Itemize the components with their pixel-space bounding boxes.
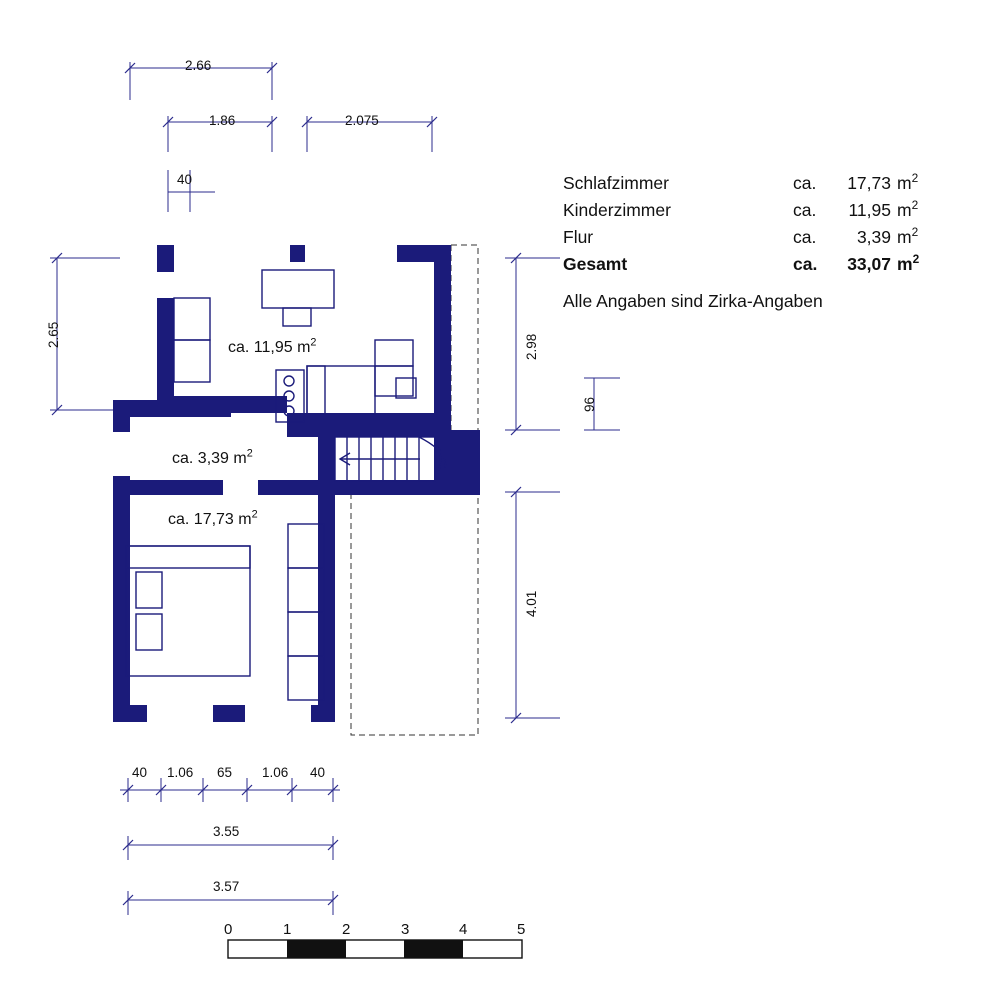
legend-note: Alle Angaben sind Zirka-Angaben xyxy=(563,291,823,311)
scale-tick-4: 4 xyxy=(459,921,468,938)
legend-value: 17,73 xyxy=(847,173,891,193)
legend-unit: $m^2$ xyxy=(897,171,919,193)
dim-right-96: 96 xyxy=(582,396,597,412)
legend-value: 11,95 xyxy=(848,200,891,220)
legend-room-name: Schlafzimmer xyxy=(563,173,669,193)
room-label-schlafzimmer: ca. 17,73 $m^2$ xyxy=(168,508,258,528)
room-label-flur: ca. 3,39 $m^2$ xyxy=(172,447,253,467)
dim-top-266: 2.66 xyxy=(185,58,212,73)
dim-bottom-65: 65 xyxy=(217,765,233,780)
legend-unit: $m^2$ xyxy=(897,252,920,274)
legend-row xyxy=(563,224,983,251)
legend-room-name: Kinderzimmer xyxy=(563,200,671,220)
dim-bottom-355: 3.55 xyxy=(213,824,240,839)
legend-ca: ca. xyxy=(793,200,817,220)
dim-bottom-106-right: 1.06 xyxy=(262,765,289,780)
dim-top-40: 40 xyxy=(177,172,193,187)
dim-right-298: 2.98 xyxy=(524,333,539,360)
legend-value: 3,39 xyxy=(856,227,891,247)
walls xyxy=(113,245,480,722)
scale-tick-2: 2 xyxy=(342,921,351,938)
scale-tick-1: 1 xyxy=(283,921,292,938)
scale-tick-3: 3 xyxy=(401,921,410,938)
room-label-kinderzimmer: ca. 11,95 $m^2$ xyxy=(228,336,317,356)
dim-bottom-106-left: 1.06 xyxy=(167,765,194,780)
dim-left-265: 2.65 xyxy=(46,321,61,348)
legend-row xyxy=(563,197,983,224)
dim-bottom-40-left: 40 xyxy=(132,765,148,780)
legend-row xyxy=(563,170,983,197)
legend-value: 33,07 xyxy=(847,254,891,274)
scale-bar xyxy=(228,940,522,958)
legend-room-name: Flur xyxy=(563,227,594,247)
legend-unit: $m^2$ xyxy=(897,225,919,247)
legend-row-total xyxy=(563,251,983,278)
legend-ca: ca. xyxy=(793,227,817,247)
legend-ca: ca. xyxy=(793,173,817,193)
dim-top-2075: 2.075 xyxy=(345,113,379,128)
dim-right-401: 4.01 xyxy=(524,590,539,617)
dim-bottom-357: 3.57 xyxy=(213,879,240,894)
dim-bottom-40-right: 40 xyxy=(310,765,326,780)
legend-unit: $m^2$ xyxy=(897,198,919,220)
dim-top-186: 1.86 xyxy=(209,113,236,128)
scale-tick-0: 0 xyxy=(224,921,233,938)
legend-ca: ca. xyxy=(793,254,818,274)
area-legend xyxy=(563,170,983,312)
legend-room-name: Gesamt xyxy=(563,254,628,274)
scale-tick-5: 5 xyxy=(517,921,526,938)
